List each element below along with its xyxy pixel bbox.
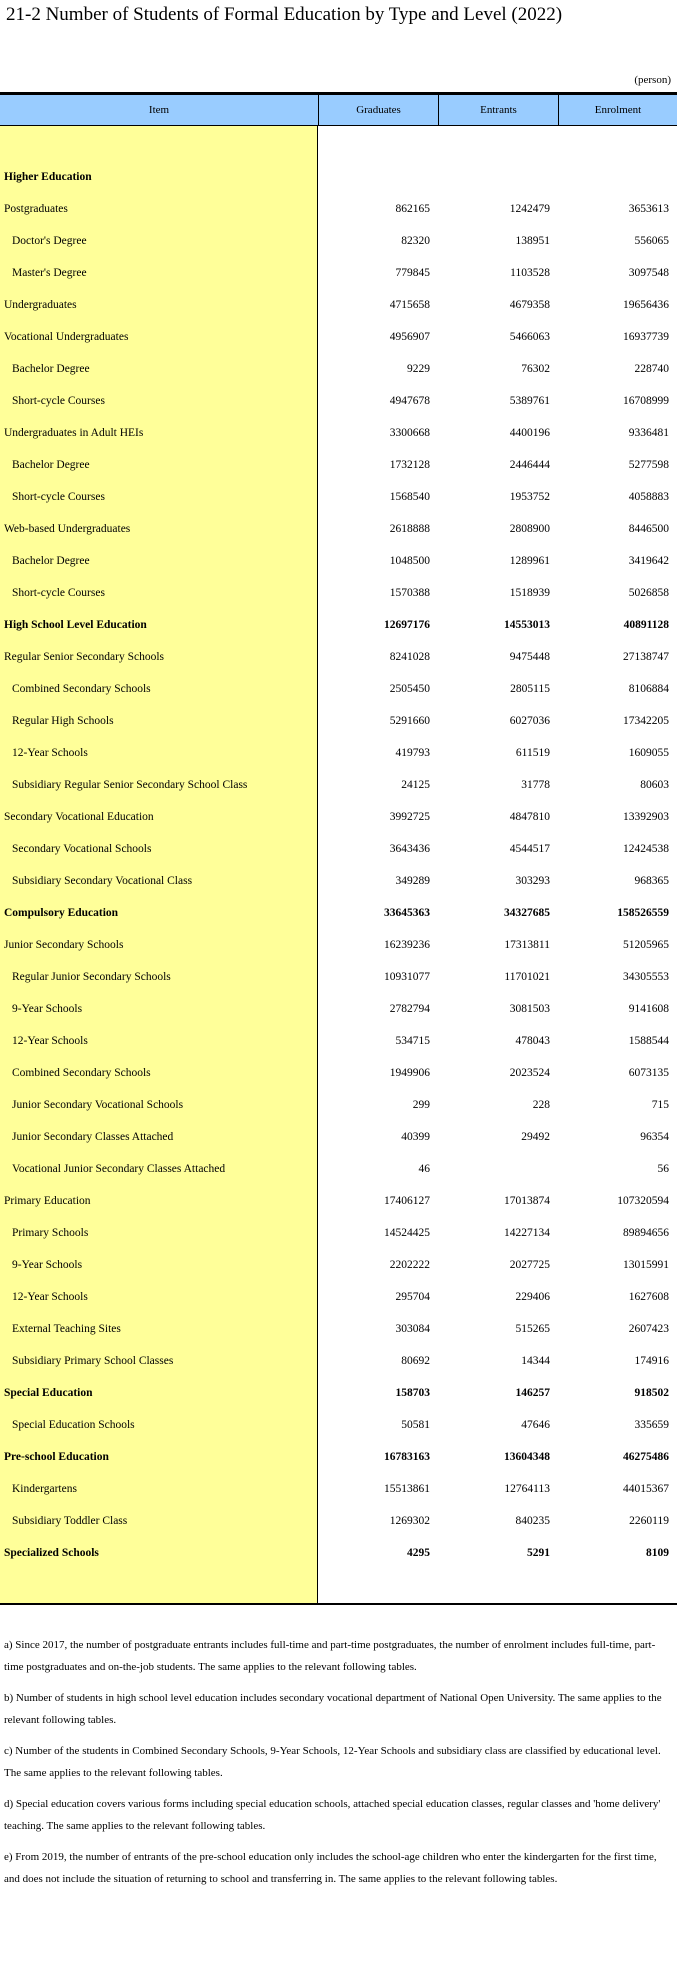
table-row [318,897,677,929]
row-label: Web-based Undergraduates [4,523,131,535]
enrolment-cell: 4058883 [628,491,669,503]
entrants-cell: 29492 [521,1131,550,1143]
entrants-cell: 3081503 [509,1003,550,1015]
row-label: 9-Year Schools [12,1259,83,1271]
row-label: Subsidiary Toddler Class [12,1515,128,1527]
table-row [318,1057,677,1089]
enrolment-cell: 46275486 [623,1451,669,1463]
table-header [0,92,677,126]
table-row [318,1153,677,1185]
entrants-cell: 840235 [515,1515,550,1527]
row-label: Primary Schools [12,1227,89,1239]
table-row [318,1249,677,1281]
table-row [318,705,677,737]
statistics-table [0,92,677,1605]
enrolment-cell: 44015367 [623,1483,669,1495]
entrants-cell: 138951 [515,235,550,247]
entrants-cell: 2808900 [509,523,550,535]
item-column [0,126,318,1603]
enrolment-cell: 13392903 [623,811,669,823]
entrants-cell: 2805115 [510,683,550,695]
table-row [318,257,677,289]
graduates-cell: 1949906 [389,1067,430,1079]
enrolment-cell: 27138747 [623,651,669,663]
table-row [318,1121,677,1153]
graduates-cell: 1568540 [389,491,430,503]
graduates-cell: 2782794 [389,1003,430,1015]
graduates-cell: 158703 [395,1387,430,1399]
enrolment-cell: 17342205 [623,715,669,727]
graduates-cell: 3992725 [389,811,430,823]
entrants-cell: 228 [532,1099,550,1111]
footnote: d) Special education covers various forms including special education schools, attached special education classes, regular classes and 'home delivery' teaching. The same applies to the relevant following tables. [4,1798,661,1832]
graduates-cell: 1048500 [389,555,430,567]
table-row [318,385,677,417]
row-label: Vocational Junior Secondary Classes Attached [12,1163,226,1175]
entrants-cell: 2027725 [509,1259,550,1271]
entrants-cell: 303293 [515,875,550,887]
entrants-cell: 4544517 [509,843,550,855]
graduates-cell: 10931077 [384,971,430,983]
graduates-cell: 24125 [401,779,430,791]
entrants-cell: 11701021 [504,971,550,983]
table-row [318,1409,677,1441]
graduates-cell: 295704 [395,1291,430,1303]
enrolment-cell: 2260119 [629,1515,669,1527]
table-row [318,545,677,577]
row-label: Pre-school Education [4,1451,109,1463]
entrants-cell: 5466063 [509,331,550,343]
graduates-cell: 419793 [395,747,430,759]
table-row [318,1313,677,1345]
table-row [318,417,677,449]
row-label: Postgraduates [4,203,68,215]
enrolment-cell: 13015991 [623,1259,669,1271]
graduates-cell: 14524425 [384,1227,430,1239]
enrolment-cell: 6073135 [628,1067,669,1079]
graduates-cell: 1732128 [389,459,430,471]
graduates-cell: 1269302 [389,1515,430,1527]
table-row [318,225,677,257]
enrolment-cell: 80603 [640,779,669,791]
table-row [318,1473,677,1505]
enrolment-cell: 51205965 [623,939,669,951]
table-row [318,865,677,897]
table-row [318,961,677,993]
graduates-cell: 3300668 [389,427,430,439]
row-label: Subsidiary Regular Senior Secondary School Class [12,779,248,791]
enrolment-cell: 16708999 [623,395,669,407]
table-row [318,513,677,545]
row-label: Subsidiary Primary School Classes [12,1355,174,1367]
enrolment-cell: 2607423 [628,1323,669,1335]
table-row [318,641,677,673]
table-row [318,1089,677,1121]
row-label: Subsidiary Secondary Vocational Class [12,875,193,887]
table-row [318,353,677,385]
enrolment-cell: 9336481 [628,427,669,439]
table-row [318,1505,677,1537]
enrolment-cell: 3653613 [628,203,669,215]
graduates-cell: 779845 [395,267,430,279]
table-row [318,1441,677,1473]
entrants-cell: 1953752 [509,491,550,503]
table-row [318,993,677,1025]
enrolment-cell: 12424538 [623,843,669,855]
enrolment-cell: 228740 [634,363,669,375]
page-title: 21-2 Number of Students of Formal Education by Type and Level (2022) [6,4,563,25]
table-row [318,1217,677,1249]
row-label: Regular Junior Secondary Schools [12,971,171,983]
table-row [318,609,677,641]
entrants-cell: 4847810 [509,811,550,823]
enrolment-cell: 56 [657,1163,669,1175]
enrolment-cell: 918502 [634,1387,669,1399]
footnotes [4,1634,674,1899]
footnote: e) From 2019, the number of entrants of the pre-school education only includes the school-age children who enter the kindergarten for the first time, and does not include the situation of returning to school and transferring in. The same applies to the relevant following tables. [4,1851,657,1885]
entrants-cell: 12764113 [504,1483,550,1495]
entrants-cell: 229406 [515,1291,550,1303]
entrants-cell: 478043 [515,1035,550,1047]
graduates-cell: 2505450 [389,683,430,695]
table-row [318,321,677,353]
entrants-cell: 611519 [515,747,550,759]
row-label: Secondary Vocational Schools [12,843,152,855]
graduates-cell: 40399 [401,1131,430,1143]
entrants-cell: 2023524 [509,1067,550,1079]
entrants-cell: 1289961 [509,555,550,567]
enrolment-cell: 5026858 [628,587,669,599]
row-label: Bachelor Degree [12,459,90,471]
row-label: Kindergartens [12,1483,77,1495]
table-body [0,126,677,1605]
row-label: Combined Secondary Schools [12,1067,151,1079]
table-row [318,673,677,705]
entrants-cell: 13604348 [504,1451,550,1463]
table-row [318,449,677,481]
graduates-cell: 3643436 [389,843,430,855]
enrolment-cell: 5277598 [628,459,669,471]
enrolment-cell: 8446500 [628,523,669,535]
row-label: Short-cycle Courses [12,491,105,503]
entrants-cell: 47646 [521,1419,550,1431]
row-label: Doctor's Degree [12,235,87,247]
entrants-cell: 5389761 [509,395,550,407]
enrolment-cell: 8109 [646,1547,669,1559]
entrants-cell: 34327685 [504,907,550,919]
entrants-cell: 14227134 [504,1227,550,1239]
row-label: 12-Year Schools [12,1291,88,1303]
unit-label: (person) [634,74,671,86]
graduates-cell: 4956907 [389,331,430,343]
graduates-cell: 862165 [395,203,430,215]
enrolment-cell: 174916 [634,1355,669,1367]
row-label: Short-cycle Courses [12,587,105,599]
row-label: Regular Senior Secondary Schools [4,651,165,663]
enrolment-cell: 107320594 [617,1195,669,1207]
entrants-cell: 146257 [515,1387,550,1399]
graduates-cell: 349289 [395,875,430,887]
entrants-cell: 14553013 [504,619,550,631]
row-label: Junior Secondary Vocational Schools [12,1099,184,1111]
table-row [318,577,677,609]
table-row [318,161,677,193]
enrolment-cell: 19656436 [623,299,669,311]
row-label: Undergraduates [4,299,77,311]
entrants-cell: 14344 [521,1355,550,1367]
table-row [318,1025,677,1057]
graduates-cell: 534715 [395,1035,430,1047]
enrolment-cell: 1609055 [628,747,669,759]
row-label: Bachelor Degree [12,363,90,375]
row-label: Secondary Vocational Education [4,811,154,823]
entrants-cell: 1242479 [509,203,550,215]
row-label: Higher Education [4,171,92,183]
column-header-entrants: Entrants [438,95,558,125]
table-row [318,289,677,321]
table-row [318,193,677,225]
column-header-enrolment: Enrolment [558,95,677,125]
entrants-cell: 31778 [521,779,550,791]
table-row [318,801,677,833]
enrolment-cell: 3097548 [628,267,669,279]
column-header-item: Item [148,104,170,116]
entrants-cell: 2446444 [509,459,550,471]
entrants-cell: 17013874 [504,1195,550,1207]
enrolment-cell: 16937739 [623,331,669,343]
enrolment-cell: 8106884 [628,683,669,695]
row-label: Bachelor Degree [12,555,90,567]
graduates-cell: 16239236 [384,939,430,951]
enrolment-cell: 335659 [634,1419,669,1431]
entrants-cell: 6027036 [509,715,550,727]
entrants-cell: 5291 [527,1547,550,1559]
row-label: Master's Degree [12,267,87,279]
graduates-cell: 2618888 [389,523,430,535]
row-label: Compulsory Education [4,907,119,919]
row-label: Junior Secondary Classes Attached [12,1131,174,1143]
enrolment-cell: 158526559 [617,907,669,919]
enrolment-cell: 34305553 [623,971,669,983]
value-columns [318,126,677,1603]
graduates-cell: 33645363 [384,907,430,919]
table-row [318,1345,677,1377]
row-label: Regular High Schools [12,715,114,727]
graduates-cell: 80692 [401,1355,430,1367]
enrolment-cell: 96354 [640,1131,669,1143]
graduates-cell: 16783163 [384,1451,430,1463]
table-row [318,481,677,513]
column-header-graduates: Graduates [318,95,438,125]
row-label: Special Education Schools [12,1419,135,1431]
graduates-cell: 4295 [407,1547,430,1559]
graduates-cell: 82320 [401,235,430,247]
enrolment-cell: 968365 [634,875,669,887]
row-label: Vocational Undergraduates [4,331,129,343]
entrants-cell: 4679358 [509,299,550,311]
graduates-cell: 8241028 [389,651,430,663]
table-row [318,769,677,801]
footnote: a) Since 2017, the number of postgraduate entrants includes full-time and part-time postgraduates, the number of enrolment includes full-time, part-time postgraduates and on-the-job students. The same applies to the relevant following tables. [4,1639,656,1673]
table-row [318,1377,677,1409]
entrants-cell: 76302 [521,363,550,375]
row-label: 12-Year Schools [12,1035,88,1047]
enrolment-cell: 9141608 [628,1003,669,1015]
enrolment-cell: 1627608 [628,1291,669,1303]
row-label: Undergraduates in Adult HEIs [4,427,144,439]
graduates-cell: 9229 [407,363,430,375]
table-row [318,1185,677,1217]
entrants-cell: 1103528 [510,267,550,279]
table-row [318,737,677,769]
entrants-cell: 515265 [515,1323,550,1335]
row-label: Special Education [4,1387,93,1399]
graduates-cell: 12697176 [384,619,430,631]
row-label: Primary Education [4,1195,91,1207]
entrants-cell: 17313811 [504,939,550,951]
enrolment-cell: 1588544 [628,1035,669,1047]
table-row [318,929,677,961]
entrants-cell: 1518939 [509,587,550,599]
row-label: Junior Secondary Schools [4,939,124,951]
enrolment-cell: 3419642 [628,555,669,567]
row-label: 12-Year Schools [12,747,88,759]
graduates-cell: 4947678 [389,395,430,407]
row-label: Specialized Schools [4,1547,99,1559]
graduates-cell: 15513861 [384,1483,430,1495]
graduates-cell: 17406127 [384,1195,430,1207]
graduates-cell: 1570388 [389,587,430,599]
enrolment-cell: 715 [651,1099,669,1111]
table-row [318,833,677,865]
entrants-cell: 9475448 [509,651,550,663]
graduates-cell: 303084 [395,1323,430,1335]
row-label: 9-Year Schools [12,1003,83,1015]
footnote: c) Number of the students in Combined Secondary Schools, 9-Year Schools, 12-Year Schools and subsidiary class are classified by educational level. The same applies to the relevant following tables. [4,1745,661,1779]
graduates-cell: 2202222 [389,1259,430,1271]
enrolment-cell: 556065 [634,235,669,247]
graduates-cell: 5291660 [389,715,430,727]
row-label: High School Level Education [4,619,147,631]
enrolment-cell: 40891128 [623,619,669,631]
graduates-cell: 46 [418,1163,430,1175]
footnote: b) Number of students in high school level education includes secondary vocational department of National Open University. The same applies to the relevant following tables. [4,1692,662,1726]
row-label: Combined Secondary Schools [12,683,151,695]
graduates-cell: 4715658 [389,299,430,311]
row-label: External Teaching Sites [12,1323,121,1335]
entrants-cell: 4400196 [509,427,550,439]
graduates-cell: 299 [412,1099,430,1111]
graduates-cell: 50581 [401,1419,430,1431]
table-row [318,1537,677,1569]
enrolment-cell: 89894656 [623,1227,669,1239]
table-row [318,1281,677,1313]
row-label: Short-cycle Courses [12,395,105,407]
